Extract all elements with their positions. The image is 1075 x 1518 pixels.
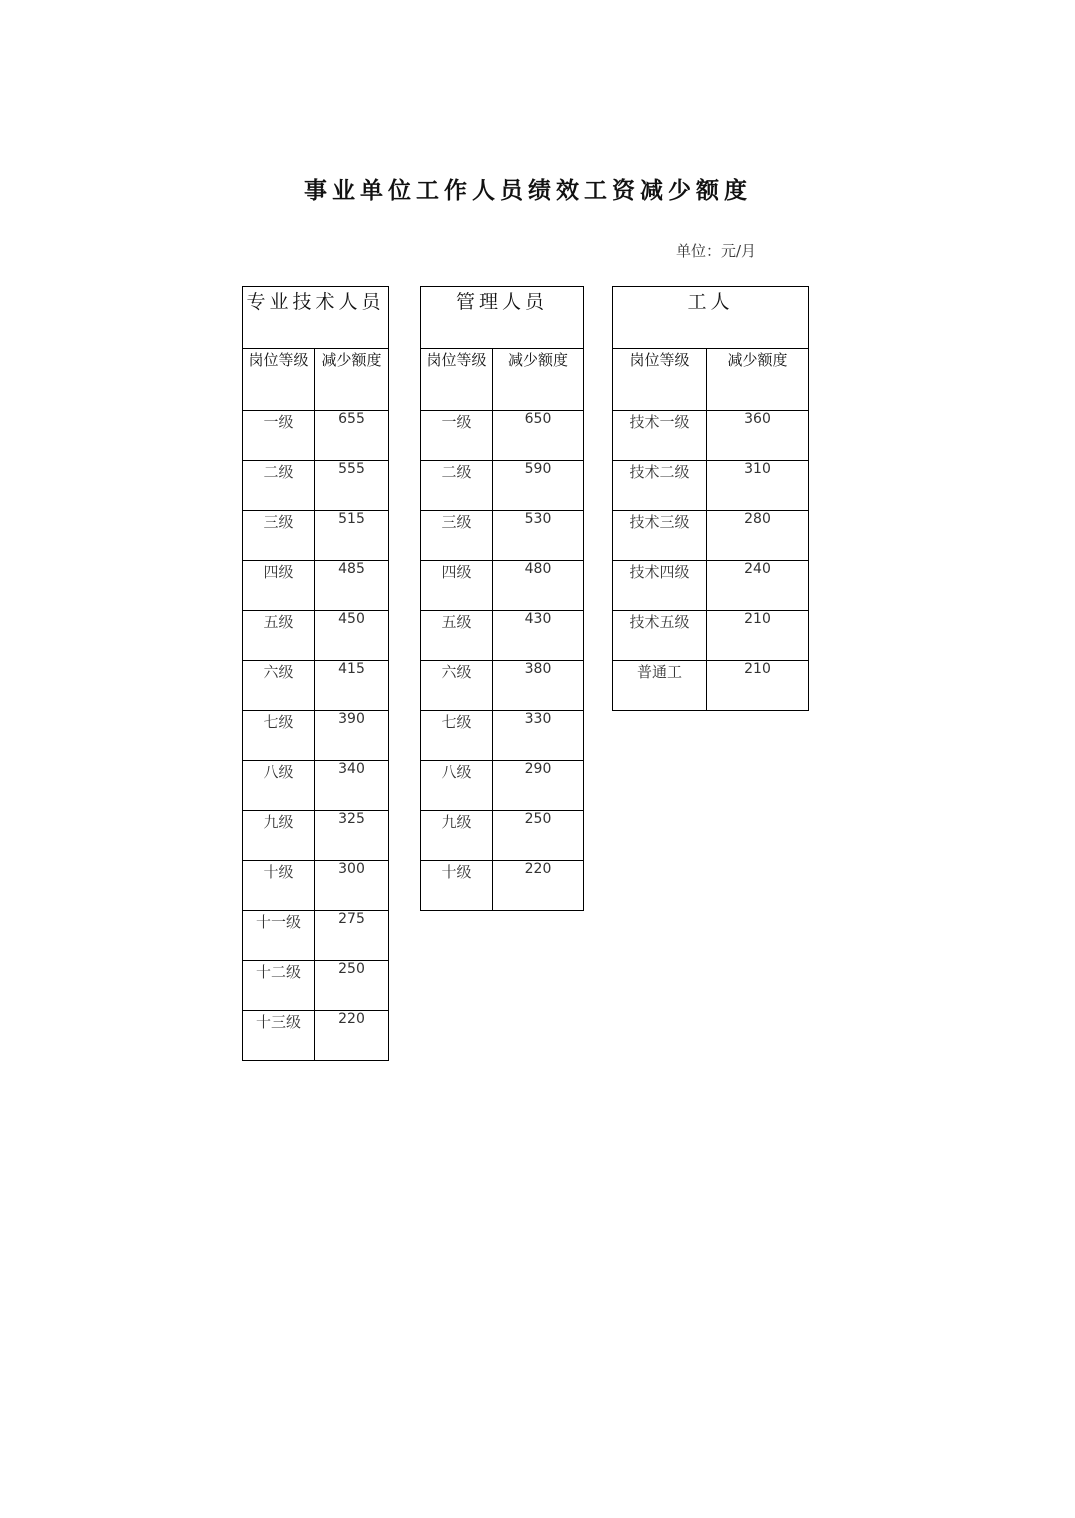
amount-cell: 210 bbox=[707, 611, 809, 661]
amount-cell: 655 bbox=[315, 411, 389, 461]
table-body bbox=[421, 411, 584, 911]
grade-cell: 十一级 bbox=[243, 911, 315, 961]
table-row bbox=[421, 561, 584, 611]
grade-cell: 五级 bbox=[421, 611, 493, 661]
table-row bbox=[421, 811, 584, 861]
grade-cell: 七级 bbox=[421, 711, 493, 761]
table-body bbox=[613, 411, 809, 711]
table-row bbox=[421, 461, 584, 511]
amount-cell: 380 bbox=[493, 661, 584, 711]
grade-cell: 三级 bbox=[421, 511, 493, 561]
grade-cell: 八级 bbox=[421, 761, 493, 811]
grade-cell: 二级 bbox=[243, 461, 315, 511]
grade-cell: 技术二级 bbox=[613, 461, 707, 511]
grade-cell: 五级 bbox=[243, 611, 315, 661]
table-row bbox=[421, 761, 584, 811]
grade-cell: 七级 bbox=[243, 711, 315, 761]
table-row bbox=[613, 461, 809, 511]
grade-cell: 六级 bbox=[243, 661, 315, 711]
table-row bbox=[613, 661, 809, 711]
amount-cell: 220 bbox=[315, 1011, 389, 1061]
table-row bbox=[243, 811, 389, 861]
table-row bbox=[613, 561, 809, 611]
unit-label: 单位：元/月 bbox=[676, 242, 757, 260]
table-row bbox=[243, 761, 389, 811]
table-group-label: 工人 bbox=[613, 287, 809, 349]
grade-cell: 九级 bbox=[421, 811, 493, 861]
table-group-label: 专业技术人员 bbox=[243, 287, 389, 349]
amount-cell: 210 bbox=[707, 661, 809, 711]
grade-cell: 普通工 bbox=[613, 661, 707, 711]
column-header-amount: 减少额度 bbox=[315, 349, 389, 411]
amount-cell: 390 bbox=[315, 711, 389, 761]
table-row bbox=[243, 1011, 389, 1061]
amount-cell: 555 bbox=[315, 461, 389, 511]
table-row bbox=[421, 861, 584, 911]
management-staff-table bbox=[420, 286, 584, 911]
professional-staff-table bbox=[242, 286, 389, 1061]
column-header-amount: 减少额度 bbox=[493, 349, 584, 411]
grade-cell: 技术三级 bbox=[613, 511, 707, 561]
workers-table bbox=[612, 286, 809, 711]
amount-cell: 290 bbox=[493, 761, 584, 811]
grade-cell: 技术五级 bbox=[613, 611, 707, 661]
grade-cell: 八级 bbox=[243, 761, 315, 811]
table-row bbox=[613, 611, 809, 661]
amount-cell: 280 bbox=[707, 511, 809, 561]
table-row bbox=[243, 461, 389, 511]
page-title: 事业单位工作人员绩效工资减少额度 bbox=[304, 177, 752, 204]
table-row bbox=[243, 911, 389, 961]
table-row bbox=[243, 411, 389, 461]
column-header-amount: 减少额度 bbox=[707, 349, 809, 411]
amount-cell: 250 bbox=[493, 811, 584, 861]
table-row bbox=[243, 711, 389, 761]
grade-cell: 三级 bbox=[243, 511, 315, 561]
amount-cell: 650 bbox=[493, 411, 584, 461]
amount-cell: 590 bbox=[493, 461, 584, 511]
table-row bbox=[243, 861, 389, 911]
grade-cell: 一级 bbox=[421, 411, 493, 461]
table-row bbox=[421, 411, 584, 461]
table-row bbox=[613, 511, 809, 561]
table-row bbox=[243, 511, 389, 561]
table-row bbox=[243, 961, 389, 1011]
grade-cell: 一级 bbox=[243, 411, 315, 461]
amount-cell: 250 bbox=[315, 961, 389, 1011]
amount-cell: 300 bbox=[315, 861, 389, 911]
amount-cell: 240 bbox=[707, 561, 809, 611]
table-row bbox=[243, 611, 389, 661]
table-body bbox=[243, 411, 389, 1061]
table-row bbox=[421, 661, 584, 711]
amount-cell: 340 bbox=[315, 761, 389, 811]
grade-cell: 技术一级 bbox=[613, 411, 707, 461]
table-row bbox=[613, 411, 809, 461]
amount-cell: 275 bbox=[315, 911, 389, 961]
column-header-grade: 岗位等级 bbox=[421, 349, 493, 411]
column-header-grade: 岗位等级 bbox=[613, 349, 707, 411]
amount-cell: 485 bbox=[315, 561, 389, 611]
grade-cell: 十级 bbox=[243, 861, 315, 911]
amount-cell: 480 bbox=[493, 561, 584, 611]
grade-cell: 十级 bbox=[421, 861, 493, 911]
grade-cell: 二级 bbox=[421, 461, 493, 511]
amount-cell: 325 bbox=[315, 811, 389, 861]
table-row bbox=[421, 511, 584, 561]
amount-cell: 530 bbox=[493, 511, 584, 561]
amount-cell: 450 bbox=[315, 611, 389, 661]
amount-cell: 360 bbox=[707, 411, 809, 461]
amount-cell: 430 bbox=[493, 611, 584, 661]
grade-cell: 六级 bbox=[421, 661, 493, 711]
amount-cell: 330 bbox=[493, 711, 584, 761]
grade-cell: 四级 bbox=[421, 561, 493, 611]
table-row bbox=[421, 611, 584, 661]
grade-cell: 十三级 bbox=[243, 1011, 315, 1061]
amount-cell: 515 bbox=[315, 511, 389, 561]
amount-cell: 310 bbox=[707, 461, 809, 511]
table-row bbox=[421, 711, 584, 761]
grade-cell: 四级 bbox=[243, 561, 315, 611]
amount-cell: 220 bbox=[493, 861, 584, 911]
table-row bbox=[243, 561, 389, 611]
amount-cell: 415 bbox=[315, 661, 389, 711]
table-group-label: 管理人员 bbox=[421, 287, 584, 349]
column-header-grade: 岗位等级 bbox=[243, 349, 315, 411]
grade-cell: 十二级 bbox=[243, 961, 315, 1011]
grade-cell: 九级 bbox=[243, 811, 315, 861]
grade-cell: 技术四级 bbox=[613, 561, 707, 611]
table-row bbox=[243, 661, 389, 711]
